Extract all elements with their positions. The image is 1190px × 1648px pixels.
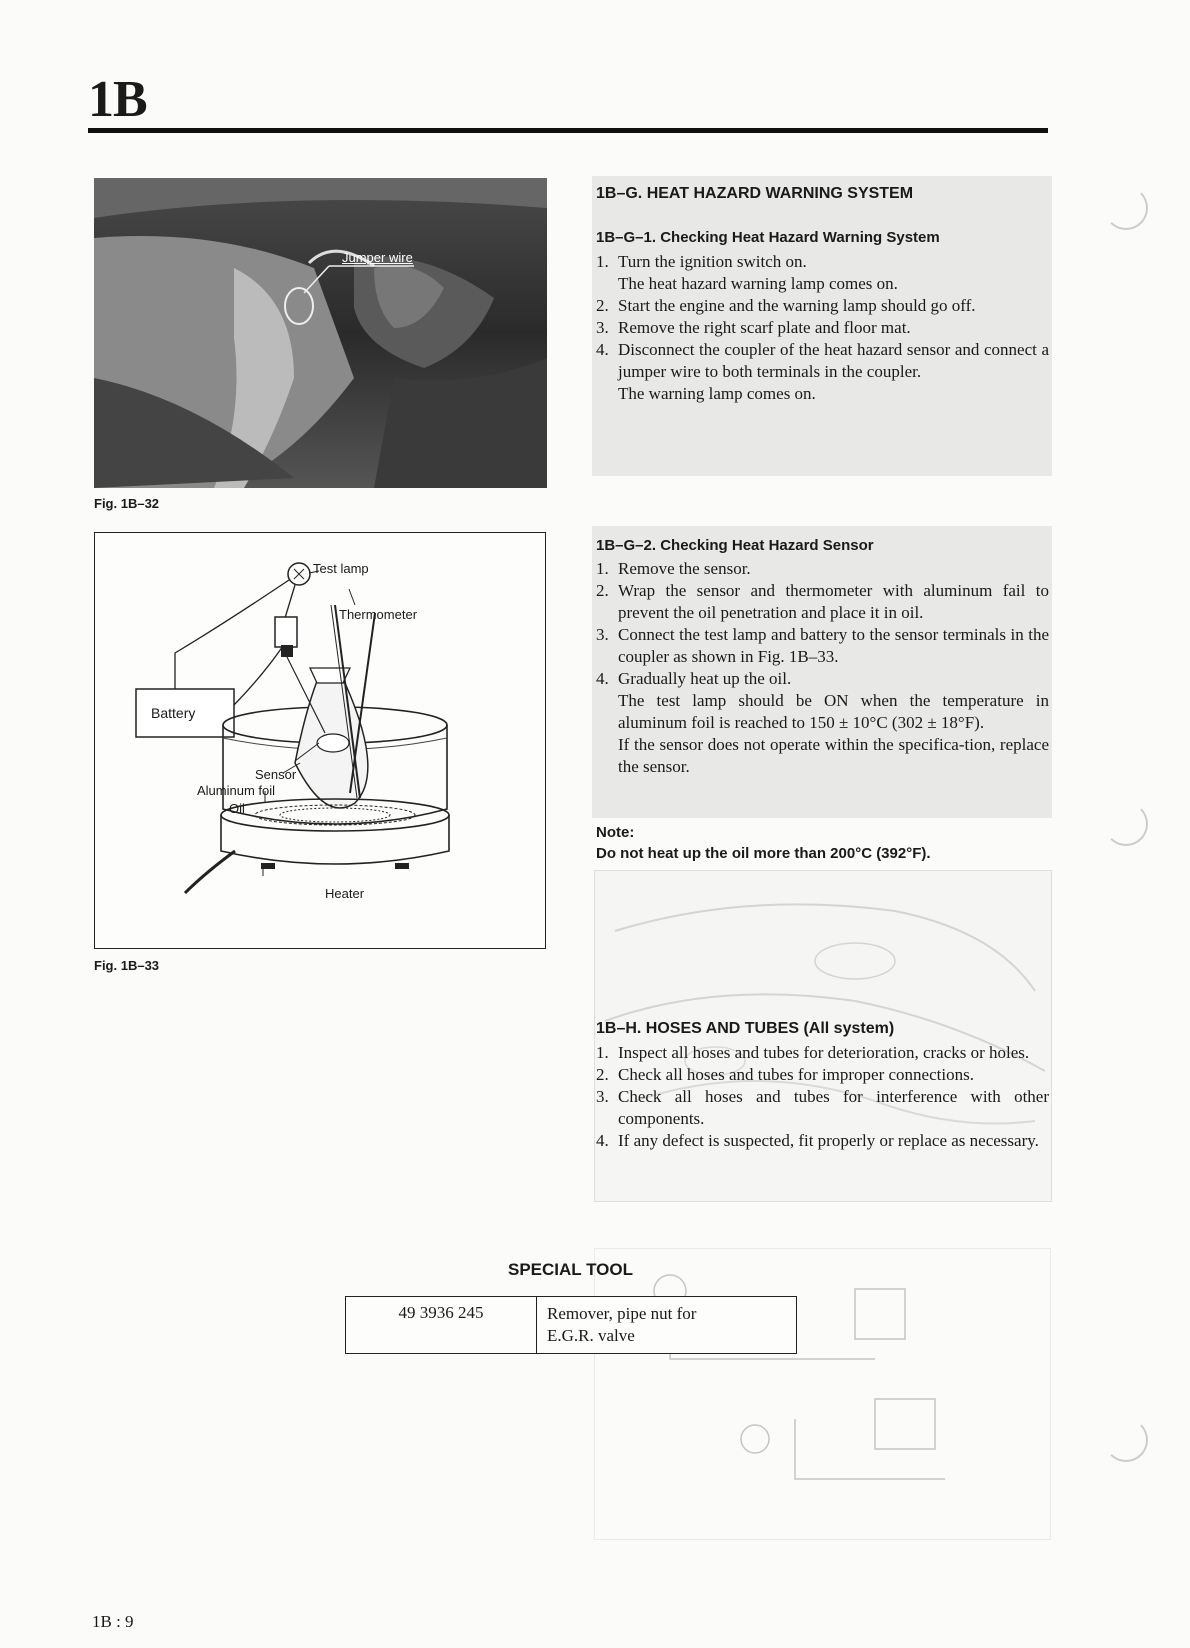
- section-g2-title: 1B–G–2. Checking Heat Hazard Sensor: [596, 537, 874, 554]
- tool-description: Remover, pipe nut for E.G.R. valve: [547, 1304, 697, 1345]
- page-number: 1B : 9: [92, 1612, 134, 1631]
- special-tool-title: SPECIAL TOOL: [508, 1260, 634, 1279]
- note-text: Do not heat up the oil more than 200°C (392°F).: [596, 845, 931, 862]
- binding-hole-mark: [1104, 802, 1148, 846]
- list-item: 2. Check all hoses and tubes for improper connections.: [596, 1065, 974, 1084]
- test-lamp-label: Test lamp: [313, 561, 369, 576]
- section-g2-steps: [596, 558, 1049, 778]
- background-valve-sketch: [594, 1248, 1051, 1540]
- list-item: 4. Gradually heat up the oil. The test lamp should be ON when the temperature in aluminum foil is reached to 150 ± 10°C (302 ± 18°F). If the sensor does not operate within the specifica-tion, replace the sensor.: [596, 669, 1049, 776]
- aluminum-foil-label: Aluminum foil: [197, 783, 276, 798]
- section-g1-title: 1B–G–1. Checking Heat Hazard Warning System: [596, 229, 940, 246]
- fig-1b-32-caption: Fig. 1B–32: [94, 496, 160, 511]
- list-item: 1. Inspect all hoses and tubes for deterioration, cracks or holes.: [596, 1043, 1030, 1062]
- jumper-wire-label: Jumper wire: [342, 250, 413, 265]
- section-h-title: 1B–H. HOSES AND TUBES (All system): [596, 1020, 895, 1037]
- binding-hole-mark: [1104, 186, 1148, 230]
- list-item: 3. Remove the right scarf plate and floor mat.: [596, 318, 911, 337]
- list-item: 3. Connect the test lamp and battery to the sensor terminals in the coupler as shown in Fig. 1B–33.: [596, 625, 1049, 666]
- header-rule: [88, 128, 1048, 133]
- list-item: 4. Disconnect the coupler of the heat hazard sensor and connect a jumper wire to both terminals in the coupler. The warning lamp comes on.: [596, 340, 1049, 403]
- engine-bay-photo: [94, 178, 547, 488]
- special-tool-table: [345, 1296, 797, 1354]
- list-item: 1. Turn the ignition switch on. The heat hazard warning lamp comes on.: [596, 252, 898, 293]
- list-item: 3. Check all hoses and tubes for interference with other components.: [596, 1087, 1049, 1128]
- section-mark: 1B: [88, 71, 147, 128]
- battery-label: Battery: [151, 705, 196, 721]
- sensor-label: Sensor: [255, 767, 297, 782]
- section-h-steps: [596, 1042, 1049, 1152]
- section-g1-steps: [596, 251, 1049, 405]
- heater-label: Heater: [325, 886, 365, 901]
- binding-hole-mark: [1104, 1418, 1148, 1462]
- tool-part-number: 49 3936 245: [346, 1297, 537, 1353]
- oil-label: Oil: [229, 801, 245, 816]
- list-item: 1. Remove the sensor.: [596, 559, 751, 578]
- fig-1b-33-caption: Fig. 1B–33: [94, 958, 160, 973]
- list-item: 2. Wrap the sensor and thermometer with aluminum fail to prevent the oil penetration and place it in oil.: [596, 581, 1049, 622]
- list-item: 4. If any defect is suspected, fit properly or replace as necessary.: [596, 1131, 1039, 1150]
- note-label: Note:: [596, 824, 635, 841]
- heat-sensor-test-diagram: [94, 532, 546, 949]
- thermometer-label: Thermometer: [339, 607, 418, 622]
- section-g-title: 1B–G. HEAT HAZARD WARNING SYSTEM: [596, 185, 914, 202]
- list-item: 2. Start the engine and the warning lamp should go off.: [596, 296, 976, 315]
